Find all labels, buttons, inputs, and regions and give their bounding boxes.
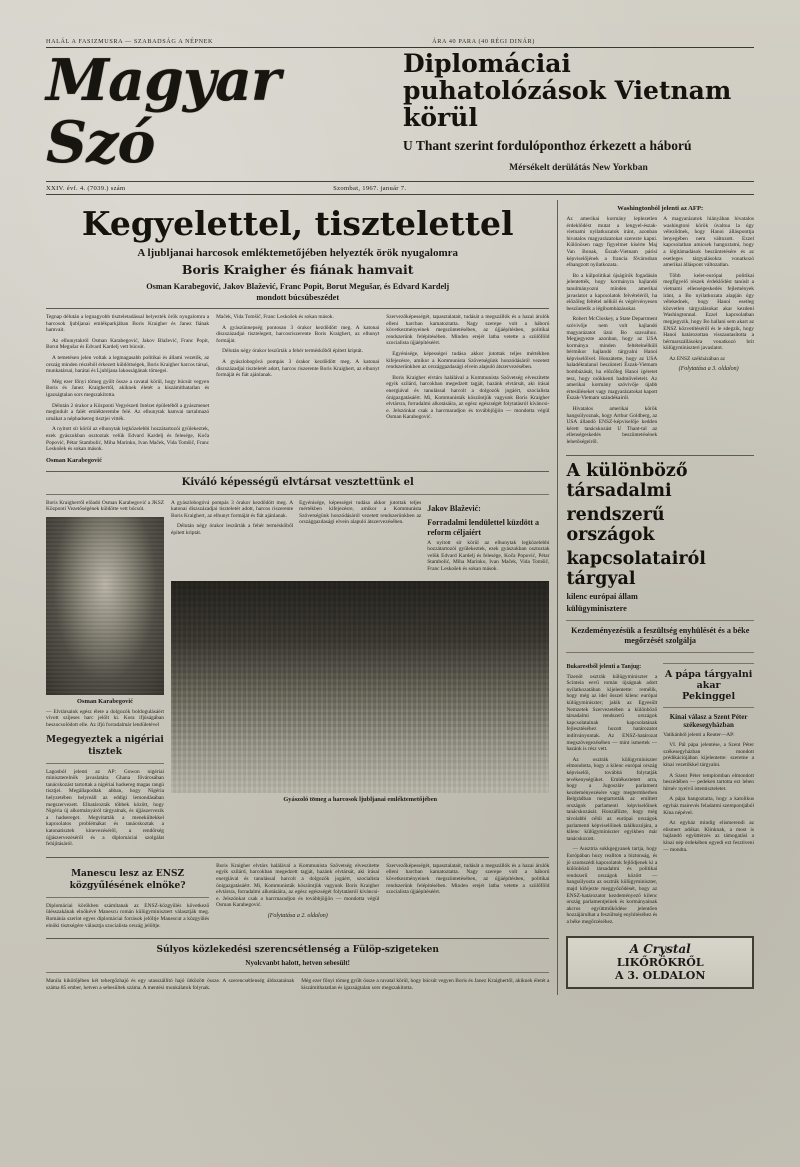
paragraph: Boris Kraigher elvtárs halálával a Kommunista Szövetség elveszítette egyik szilárd, harcokban megedzett tagját, hazánk elvtársát, aki írásai energiával és tanulással harcolt a dolgozók jogáért, szocialista önigazgatásáért. Mi, Kommunisták köszöntjük vagyunk Boris Kraigher elvtársra, forradalmi alkotásáira, az egész egészségét folytatásról kíváncsi-e. Jelszónkat csak a harcmaradjon és továbbjöjjön — mondotta végül Osman Karabegović. — [216, 862, 380, 909]
main-column — [46, 200, 557, 995]
subhead-nigeria: Megegyeztek a nigériai tisztek — [46, 734, 164, 757]
top-headline: Diplomáciai puhatolózások Vietnam körül — [403, 49, 732, 132]
lead-subhead-2: Boris Kraigher és fiának hamvait — [181, 262, 414, 277]
right-column — [557, 200, 754, 995]
philippines-col-1 — [46, 978, 294, 995]
philippines-subhead: Nyolcvanbt halott, hetven sebesült! — [245, 959, 351, 968]
crowd-photo-block — [171, 500, 549, 852]
paragraph: Az elhunytakról Osman Karabegović, Jakov Blažević, Franc Popit, Borut Megušar és Edvard Kardelj vett búcsút. — [46, 337, 210, 351]
paragraph: Lagosból jelenti az AP: Gowon nigériai miniszterelnök javaslatára Ghana fővárosában tanácskozást tartottak a nigériai hadsereg magas rangú tisztjei. Megállapodtak abban, hogy Nigéria helyzetében helyreáll az eddigi lemondásában megszervezett. Elhatározták többek között, hogy Nigéria új alkotmányáról tárgyalnak, és újjászervezik a hadsereget. Megvitatták a menekültekkel kapcsolatos problémákat és tanácskoztak a katonatisztek kinevezéséről, a rendőrség újjászervezéséről és a diplomáciai szolgálat felújításáról. — [46, 768, 164, 848]
article-b-head-4: kilenc európai állam — [566, 591, 638, 601]
issue-line — [46, 181, 754, 195]
pope-head-2: Pekinggel — [682, 690, 736, 702]
masthead-price: ÁRA 40 PARA (40 RÉGI DINÁR) — [432, 38, 535, 45]
subhead-kivalo: Kiváló képességű elvtársat vesztettünk el — [181, 476, 414, 488]
paragraph: Szervezőképességét, tapasztalatait, tudását a megszállók és a hazai árulók elleni harcban kamatoztatta. Nagy szerepe volt a háború következményeinek megszüntetésében, az újjáépítésben, politikai rendszerünk felépítésében. Minden erejét latba vetette a szülőföld szocialista újjáépítéséért. — [386, 314, 550, 347]
top-headline-sub: U Thant szerint fordulóponthoz érkezett a háború — [403, 138, 692, 153]
portrait-photo-osman-karabegovic — [46, 517, 164, 695]
paragraph: Manila kikötőjében két tehergőzhajó és egy utasszállító hajó ütközött össze. A szerencsétlenség áldozatainak száma 85 ember, hetven a sebesültek száma. A mentési munkálatok folynak. — [46, 978, 295, 991]
paragraph: Délután 2 órakor a Központi Vegyészeti Intézet épületéből a gyászmenet megindult a falét emlékterembe felé. Az elhunytak hamvai tartalmazó urnákat a néphadsereg tisztjei vitték. — [46, 402, 210, 422]
top-headline-sub2: Mérsékelt derülátás New Yorkban — [509, 163, 648, 173]
ad-line-3: A 3. OLDALON — [614, 968, 706, 982]
paragraph: Az amerikai kormány leplezetlen érdeklődést mutat a lengyel-észak-vietnami nyilatkozatok iránt, azonban hivatalos magyarázatokat szerezte kapni. Különösen nagy figyelmet kísérte Maj Van Bonak, Észak-Vietnam párisi képviselőjének a francia fővárosban elhangzott nyilatkozata. — [566, 216, 658, 269]
article-b-head-5: külügyminisztere — [566, 604, 627, 614]
masthead — [46, 47, 754, 174]
washington-col-1 — [566, 216, 657, 450]
paragraph: Robert McCloskey, a State Department szóvivője nem volt hajlandó magyarázatot üzni Bo szavaihoz. Megjegyezte azonban, hogy az USA kormánya minden feltételnélküli bérmikor hajlandó tárgyalni Hanoi képviselőivel. Honzátette, hogy az USA haladéktalanul beszünteti Észak-Vietnam bombázását, ha előzőleg Hanoi ígéretet tesz, hogy csökkenti hadműveleteit. Az amerikai kormány szóvivője újabb értesüléseket vagy magyarázatokat kapott Észak-Vietnam szándékairól. — [566, 316, 658, 402]
paragraph: — Ausztria sokkgegyanek tartja, hogy Európában hozy reallton a biztonság, és jó szomszédi kapcsolatok fejlődjenek ki a különböző társadalmi és politikai rendszerű országok között — hangsúlyozta az osztrák külügyminiszter, majd kifejezte meggyőződését, hogy az ENSZ-határozatot kezdeményező kilenc ország parlamentjeinek és kormányainak akcros együttműködése jelentően hozzájárulhat a feszültség enyhítéséhez és a béke megőrzéséhez. — [566, 846, 658, 925]
lead-col-1 — [46, 314, 209, 466]
paragraph: Boris Kraigherről előadó Osman Karabegović a JKSZ Központi Vezetőségének küldötte vett búcsút. — [46, 499, 164, 513]
paragraph: Még ezer főnyi tömeg gyűlt össze a ravatal körül, hogy búcsút vegyen Boris és Janez Kraighertől, akiknek életét a kiszámíthatatlan és igazságtalan sors megszakította. — [46, 378, 210, 398]
lower-col-c — [386, 863, 549, 933]
lead-subhead-4: mondott búcsúbeszédet — [256, 293, 340, 302]
article-b-col-2 — [663, 658, 754, 930]
paragraph: A gyászlobogóvá pompás 3 órakor kezdődött meg. A katonai díszszázadjai tiszteletét adott, harcos riszerente Boris Kraighert, az elhunyt formáját és fiát ajánlanak. — [171, 499, 294, 519]
paragraph: Még ezer főnyi tömeg gyűlt össze a ravatal körül, hogy búcsút vegyen Boris és Janez Kraighertől, akiknek életét a kiszámíthatatlan és igazságtalan sors megszakította. — [301, 978, 550, 991]
article-b-head-3: kapcsolatairól tárgyal — [566, 548, 706, 589]
blazevic-kicker: Jakov Blažević: — [427, 503, 481, 513]
paragraph: Tizenöt osztrák külügyminiszter a Scinteia eevű román újságnak adott nyilatkozatában kijelentette: remélik, hogy még az idei ősszel kilenc európai külügyminiszter; jakik az Egyesült Nemzetek Szervezetében a különböző társadalmi rendszerű országok kapcsolatainak kapcsolatának fejlesztéséhez hozott határozatot indítványuntak. Az ENSZ-határozat megszövegezésében — mint ismertek — hazánk is rész vett. — [566, 673, 658, 753]
lead-subhead-1: A ljubljanai harcosok emléktemetőjében helyezték örök nyugalomra — [137, 247, 459, 259]
mid-text-col-c — [427, 500, 549, 577]
advertisement-crystal[interactable] — [566, 936, 754, 989]
issue-number: XXIV. évf. 4. (7039.) szám — [46, 184, 126, 192]
paragraph: A pápa hangoztatta, hogy a katolikus egyház mairevés feladatmi szempontjából Kína népével. — [663, 796, 754, 816]
byline-karabegovic: Osman Karabegović — [46, 456, 102, 464]
crowd-photo-caption: Gyászoló tömeg a harcosok ljubljanai emléktemetőjében — [283, 795, 438, 803]
paragraph: Tegnap délután a legnagyobb tiszteletadással helyezték örök nyugalomra a harcosok ljubljanai emlékparkjában Boris Kraigher és Janez fiának hamvait. — [46, 314, 210, 334]
paragraph: A nyitott sír körül az elhunytak legközelebbi hozzátartozói gyülekeztek, ezek gyászukban osztoztak velük Edvard Kardelj és felesége, Koča Popović, Pétar Stambolić, Miha Marinko, Ivan Maček, Vida Tomšič, Franc Leskošek és sokan mások. — [427, 539, 550, 573]
washington-col-2 — [663, 216, 754, 450]
paragraph: Délután négy órakor leszűrták a fehér terméskőből épített kriptát. — [171, 523, 294, 537]
lower-col-b — [216, 863, 379, 933]
philippines-col-2 — [301, 978, 549, 995]
paragraph: Maček, Vida Tomšič, Franc Leskošek és sokan mások. — [216, 314, 334, 320]
paragraph: A Szent Péter templomban elmondott beszédében — pedeken tartotta ezt leben hírnév nyelvű istentiszteletet. — [663, 772, 754, 792]
lead-col-2 — [216, 314, 379, 466]
paragraph: A magyarázatok hiányában hivatalos washingtoni körök úvaltoa la úgy véleződnek, hogy Hanoi állásponttja lenyegében nem változott. Ezzel kapcsolatban amicsek hangoztatni, hogy a légitámadások beszüntetésére és az esetleges tárgyalásokra vonatkozó amerikai álláspont változatlan. — [663, 216, 754, 269]
paragraph: Az egyház mindig elismerendi az elismert adókat. Klinknak, a most is hajlandó együttérzés az támogatási a kínai nép érdekében egyedi ezt fesztiveni — mondta. — [663, 820, 754, 853]
ad-line-2: LIKŐRÖKRŐL — [616, 955, 704, 969]
paragraph: Egyénisége, képességei tudása akkor jutottak teljes mértékben kifejezésre, amikor a Kommunista Szövetségünk honzódásáról vezetett rendszerünkben az országgazdasági elvein alapuló átszervezésében. — [299, 499, 422, 526]
issue-date: Szombat, 1967. január 7. — [333, 184, 407, 192]
continuation-note-2: (Folytatása a 2. oldalon) — [267, 912, 328, 919]
paragraph: Egyénisége, képességei tudása akkor jutottak teljes mértékben kifejezésre, amikor a Kommunista Szövetségünk honzódásáról vezetett rendszerünkben az országgazdasági elvein alapuló átszervezésében. — [386, 350, 550, 371]
paragraph: Szervezőképességét, tapasztalatait, tudását a megszállók és a hazai árulók elleni harcban kamatoztatta. Nagy szerepe volt a háború következményeinek megszüntetésében, az újjáépítésben, politikai rendszerünk felépítésében. Minden erejét latba vetette a szülőföld szocialista újjáépítéséért. — [386, 862, 550, 896]
paragraph: Hivatalos amerikai körök hangsúlyoznak, hogy Arthur Goldberg, az USA állandó ENSZ-képviselője kedden kérett tanácskozást U Thant-tal az ellenségeskedés beszüntetésének lehetőségeiről. — [566, 406, 658, 445]
paragraph: Vatikánból jelenti a Reuter—AP: — [663, 731, 735, 738]
lead-subhead-3: Osman Karabegović, Jakov Blažević, Franc Popit, Borut Megušar, és Edvard Kardelj — [146, 282, 450, 291]
ad-line-1: A Crystal — [629, 941, 691, 956]
lead-body-columns — [46, 314, 549, 466]
masthead-slogan: HALÁL A FASIZMUSRA — SZABADSÁG A NÉPNEK — [46, 38, 214, 45]
paragraph: A gyászünnepség pontosan 3 órakor kezdődött meg. A katonai díszszázadjai tisztelegett, harcosriszerente Boris Kraighert, az elhunyt formáját. — [216, 324, 380, 344]
lead-col-3 — [386, 314, 549, 466]
article-b-head-2: rendszerű országok — [566, 504, 665, 545]
newspaper-title: Magyar Szó — [46, 47, 280, 176]
bucharest-dateline: Bukarestből jelenti a Tanjug: — [566, 663, 642, 670]
crowd-photo-ljubljana — [171, 581, 549, 793]
mid-text-col-a — [171, 500, 293, 577]
paragraph: A temetésen jelen voltak a legmagasabb politikai és állami vezetők, az ország minden részéből érkezett küldöttségek, Boris Kraigher harcos társai, munkatársai, barátai és Ljubljana lakosságának tömegei. — [46, 354, 210, 375]
article-b-col-1 — [566, 658, 657, 930]
pope-head-1: A pápa tárgyalni akar — [664, 668, 753, 691]
paragraph: Az ENSZ székházában az — [669, 355, 726, 362]
continuation-note-1: (Folytatása a 3. oldalon) — [678, 366, 739, 373]
portrait-caption: Osman Karabegović — [77, 697, 133, 705]
paragraph: A nyitott sír körül az elhunytak legközelebbi hozzátartozói gyülekeztek, ezek gyászukban osztoztak velük Edvard Kardelj és felesége, Koča Popović, Pétar Stambolić, Miha Marinko, Ivan Maček, Vida Tomšič, Franc Leskošek és sokan mások. — [46, 426, 210, 453]
paragraph: Az osztrák külügyminiszter elmondotta, hogy a kilenc európai ország képviselői, továbbá folytatják tevékenységüket. Emlékeztetett arra, hogy a Jugoszláv parlament kezdeményezésére vagy megtermberben Belgrádban megtartották az említett országok parlamenti képviselőinek tanácskozását. Honzáfűzte, hogy még távolabbi célúi az európai országok parlamenti képviselőinek találkozójára, a kilenc külügyminiszter egyikben már tanácskozott. — [566, 756, 658, 842]
washington-dateline: Washingtonból jelenti az AFP: — [617, 205, 704, 212]
masthead-topline — [46, 38, 754, 47]
pope-subhead: Kínai válasz a Szent Péter székesegyházban — [669, 712, 748, 729]
blazevic-head: Forradalmi lendülettel küzdött a reform céljaiért — [427, 517, 540, 537]
manescu-article — [46, 863, 209, 933]
paragraph: A gyászlobogóvá pompás 3 órakor kezdődött meg. A katonai díszszázadjai tiszteletét adott, harcos riszerente Boris Kraighert, az elhunyt formáját és fiát ajánlanak. — [216, 358, 380, 379]
paragraph: Délután négy órakor leszűrták a fehér terméskőből épített kriptát. — [222, 348, 363, 355]
paragraph: Több kelet-európai politikai megfigyelő részek érdeklődést tanúsít a vietnami ellenségeskedés fejlemények iránt, a Bo nyilatkozata alapján úgy vélekednek, hogy Hanoi esetleg közvetlen tárgyalásokat akar kezdeni Washingtonnal. Ezzel kapcsolatban megjegyzik, hogy Bo hallani sem akart az ENSZ közvetítéséről és le sdegzik, hogy Hanoi határozottan visszautasította a bérmarszállásokra vonatkozó brit külügyminiszteri javaslatot. — [663, 272, 754, 352]
article-b-head-1: A különböző társadalmi — [566, 460, 688, 501]
paragraph: Diplomáciai körökben számítanak az ENSZ-közgyűlés következő ülésszakának elnökévé Manescu román külügyminisztert választják meg. Románia szerint egyes diplomáciai források jelöltje Manescut a közgyűlés elnöki tisztségére választja szocialista ország jelöltje. — [46, 902, 210, 929]
mid-text-col-b — [299, 500, 421, 577]
boris-intro-col — [46, 500, 164, 852]
article-b-subhead: Kezdeményezésük a feszültség enyhülését és a béke megőrzését szolgálja — [571, 625, 750, 646]
paragraph: Boris Kraigher elvtárs halálával a Kommunista Szövetség elveszítette egyik szilárd, harcokban megedzett tagját, hazánk elvtársát, aki írásai energiával és tanulással harcolt a dolgozók jogáért, szocialista önigazgatásáért. Mi, Kommunisták köszöntjük vagyunk Boris Kraigher elvtársra, forradalmi alkotásáira, az egész egészségét folytatásról kíváncsi-e. Jelszónkat csak a harcmaradjon és továbbjöjjön — mondotta végül Osman Karabegović. — [386, 374, 550, 421]
philippines-head: Súlyos közlekedési szerencsétlenség a Fülöp-szigeteken — [156, 945, 439, 956]
paragraph: VI. Pál pápa jelentése, a Szent Péter székesegyházban mondott prédikációjában kijelentette: szeretne a kínai vezetőkkel tárgyalni. — [663, 742, 754, 768]
lead-headline: Kegyelettel, tisztelettel — [81, 204, 514, 243]
paragraph: Bo a külpolitikai újságírók fogadásán jelentették, hogy kormányra hajlandó tanulmányozni minden amerikai javaslatot a kapcsolatok felvételéről, ha előzőleg feltétel nélkül és végérvényesen beszüntetik a légibombázásokat. — [566, 272, 658, 312]
paragraph: — Elvtársaink egész élete a dolgozók boldogulásáért vívott szíjeses harc jelölt ki. Kora ifjúságában beszocsolódott elle. Az ifjú forradalmár lendületével — [46, 708, 164, 729]
manescu-head: Manescu lesz az ENSZ közgyűlésének elnöke? — [69, 868, 186, 891]
